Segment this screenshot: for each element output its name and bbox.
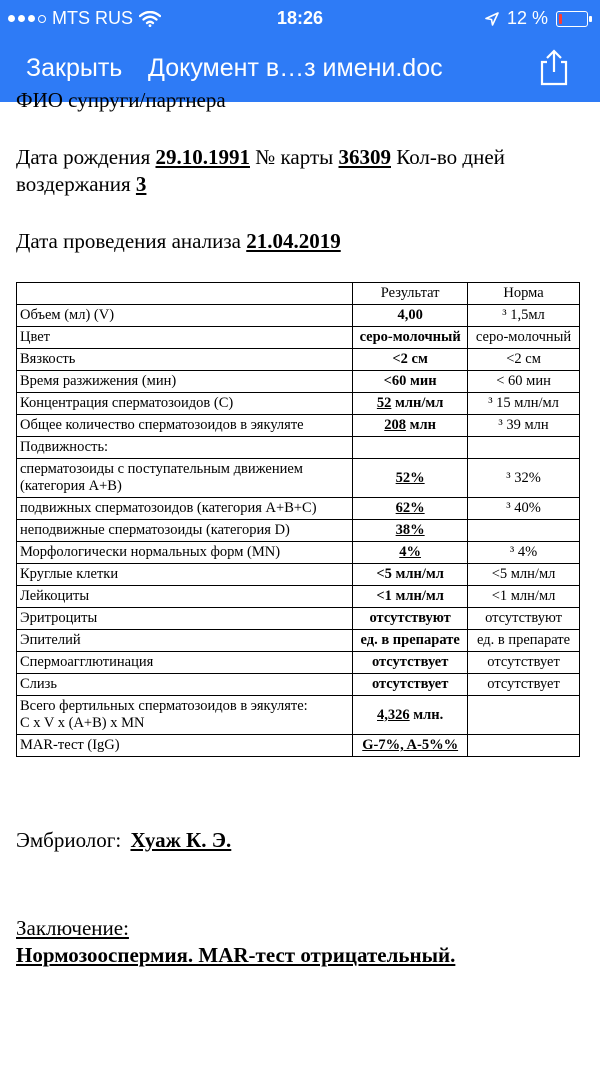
top-bar	[0, 0, 600, 102]
result-value: 38%	[395, 522, 425, 538]
share-icon[interactable]	[536, 48, 572, 86]
row-label: сперматозоиды с поступательным движением (категория A+B)	[17, 459, 353, 498]
card-label: № карты	[255, 145, 334, 169]
abstinence-days: 3	[135, 172, 147, 196]
row-result	[353, 520, 468, 542]
row-label: Вязкость	[17, 349, 353, 371]
table-row	[17, 564, 580, 586]
table-row	[17, 371, 580, 393]
row-result: отсутствует	[353, 674, 468, 696]
row-result	[353, 415, 468, 437]
status-bar	[0, 6, 600, 32]
table-row	[17, 520, 580, 542]
row-norm	[468, 735, 580, 757]
table-row	[17, 735, 580, 757]
row-result	[353, 498, 468, 520]
result-value: 62%	[395, 500, 425, 516]
row-norm: ³ 32%	[468, 459, 580, 498]
nav-bar	[0, 46, 600, 92]
row-label: Объем (мл) (V)	[17, 305, 353, 327]
birth-label: Дата рождения	[16, 145, 151, 169]
conclusion-text: Нормозооспермия. MAR-тест отрицательный.	[16, 943, 456, 967]
row-label: Спермоагглютинация	[17, 652, 353, 674]
row-norm: < 60 мин	[468, 371, 580, 393]
row-norm	[468, 437, 580, 459]
row-label: Общее количество сперматозоидов в эякуляте	[17, 415, 353, 437]
result-value: 4,326	[377, 706, 410, 723]
battery-percent: 12 %	[506, 8, 548, 28]
partner-name-line: ФИО супруги/партнера	[16, 88, 226, 112]
header-norm: Норма	[468, 283, 580, 305]
row-label-line-1: Всего фертильных сперматозоидов в эякуляте:	[20, 698, 308, 714]
embryologist-name: Хуаж К. Э.	[130, 828, 232, 852]
row-result: 4,00	[353, 305, 468, 327]
row-result	[353, 542, 468, 564]
result-value: 208	[384, 417, 407, 433]
row-norm: <5 млн/мл	[468, 564, 580, 586]
row-result: серо-молочный	[353, 327, 468, 349]
row-label: Круглые клетки	[17, 564, 353, 586]
row-norm: <1 млн/мл	[468, 586, 580, 608]
row-norm: ³ 39 млн	[468, 415, 580, 437]
conclusion-label: Заключение:	[16, 916, 129, 940]
battery-fill	[559, 14, 562, 24]
table-row	[17, 305, 580, 327]
document-title: Документ в…з имени.doc	[148, 54, 443, 82]
row-label: Слизь	[17, 674, 353, 696]
table-row	[17, 415, 580, 437]
result-unit: млн.	[413, 706, 444, 723]
table-row	[17, 459, 580, 498]
row-label: неподвижные сперматозоиды (категория D)	[17, 520, 353, 542]
birth-line	[16, 144, 505, 171]
row-label: MAR-тест (IgG)	[17, 735, 353, 757]
analysis-date: 21.04.2019	[246, 229, 341, 253]
embryologist-line	[16, 828, 231, 853]
table-row	[17, 696, 580, 735]
row-label: Подвижность:	[17, 437, 353, 459]
table-row	[17, 498, 580, 520]
carrier-label: MTS RUS	[52, 8, 133, 28]
row-result: отсутствуют	[353, 608, 468, 630]
row-label: Время разжижения (мин)	[17, 371, 353, 393]
result-value: 4%	[399, 544, 422, 560]
location-icon	[485, 12, 499, 26]
result-unit: млн	[409, 417, 437, 433]
row-result	[353, 459, 468, 498]
row-result: <2 см	[353, 349, 468, 371]
table-row	[17, 393, 580, 415]
row-result	[353, 696, 468, 735]
result-value: G-7%, A-5%%	[362, 737, 459, 753]
row-result: <5 млн/мл	[353, 564, 468, 586]
table-row	[17, 327, 580, 349]
table-row	[17, 542, 580, 564]
row-norm: ед. в препарате	[468, 630, 580, 652]
row-label: Концентрация сперматозоидов (C)	[17, 393, 353, 415]
row-label: Морфологически нормальных форм (MN)	[17, 542, 353, 564]
row-norm	[468, 696, 580, 735]
header-result: Результат	[353, 283, 468, 305]
row-label	[17, 696, 353, 735]
header-empty-cell	[17, 283, 353, 305]
abstinence-line	[16, 171, 146, 198]
battery-icon	[556, 11, 588, 27]
row-label: Эритроциты	[17, 608, 353, 630]
row-norm: ³ 15 млн/мл	[468, 393, 580, 415]
table-row	[17, 608, 580, 630]
row-norm: отсутствует	[468, 674, 580, 696]
row-result: <1 млн/мл	[353, 586, 468, 608]
table-row	[17, 674, 580, 696]
row-norm: отсутствует	[468, 652, 580, 674]
analysis-line	[16, 228, 341, 255]
row-norm: серо-молочный	[468, 327, 580, 349]
row-norm: <2 см	[468, 349, 580, 371]
close-button[interactable]: Закрыть	[26, 54, 123, 82]
results-table	[16, 282, 580, 757]
row-norm: ³ 1,5мл	[468, 305, 580, 327]
table-row	[17, 586, 580, 608]
embryologist-label: Эмбриолог:	[16, 828, 122, 852]
result-value: 52%	[395, 469, 425, 486]
abstinence-label: Кол-во дней	[396, 145, 505, 169]
card-number: 36309	[338, 145, 391, 169]
row-result: отсутствует	[353, 652, 468, 674]
row-norm: отсутствуют	[468, 608, 580, 630]
row-label: Цвет	[17, 327, 353, 349]
row-result	[353, 393, 468, 415]
row-label: Эпителий	[17, 630, 353, 652]
table-row	[17, 437, 580, 459]
birth-date: 29.10.1991	[155, 145, 250, 169]
row-norm: ³ 40%	[468, 498, 580, 520]
abstinence-label-2: воздержания	[16, 172, 131, 196]
row-result: <60 мин	[353, 371, 468, 393]
row-label: Лейкоциты	[17, 586, 353, 608]
row-norm: ³ 4%	[468, 542, 580, 564]
row-result	[353, 437, 468, 459]
row-label: подвижных сперматозоидов (категория A+B+C)	[17, 498, 353, 520]
table-row	[17, 349, 580, 371]
row-norm	[468, 520, 580, 542]
row-result	[353, 735, 468, 757]
result-value: 52	[376, 395, 392, 411]
row-label-line-2: C x V x (A+B) x MN	[20, 715, 145, 731]
table-header-row	[17, 283, 580, 305]
clock: 18:26	[276, 8, 324, 28]
row-result: ед. в препарате	[353, 630, 468, 652]
table-row	[17, 652, 580, 674]
analysis-label: Дата проведения анализа	[16, 229, 241, 253]
result-unit: млн/мл	[395, 395, 444, 411]
table-row	[17, 630, 580, 652]
